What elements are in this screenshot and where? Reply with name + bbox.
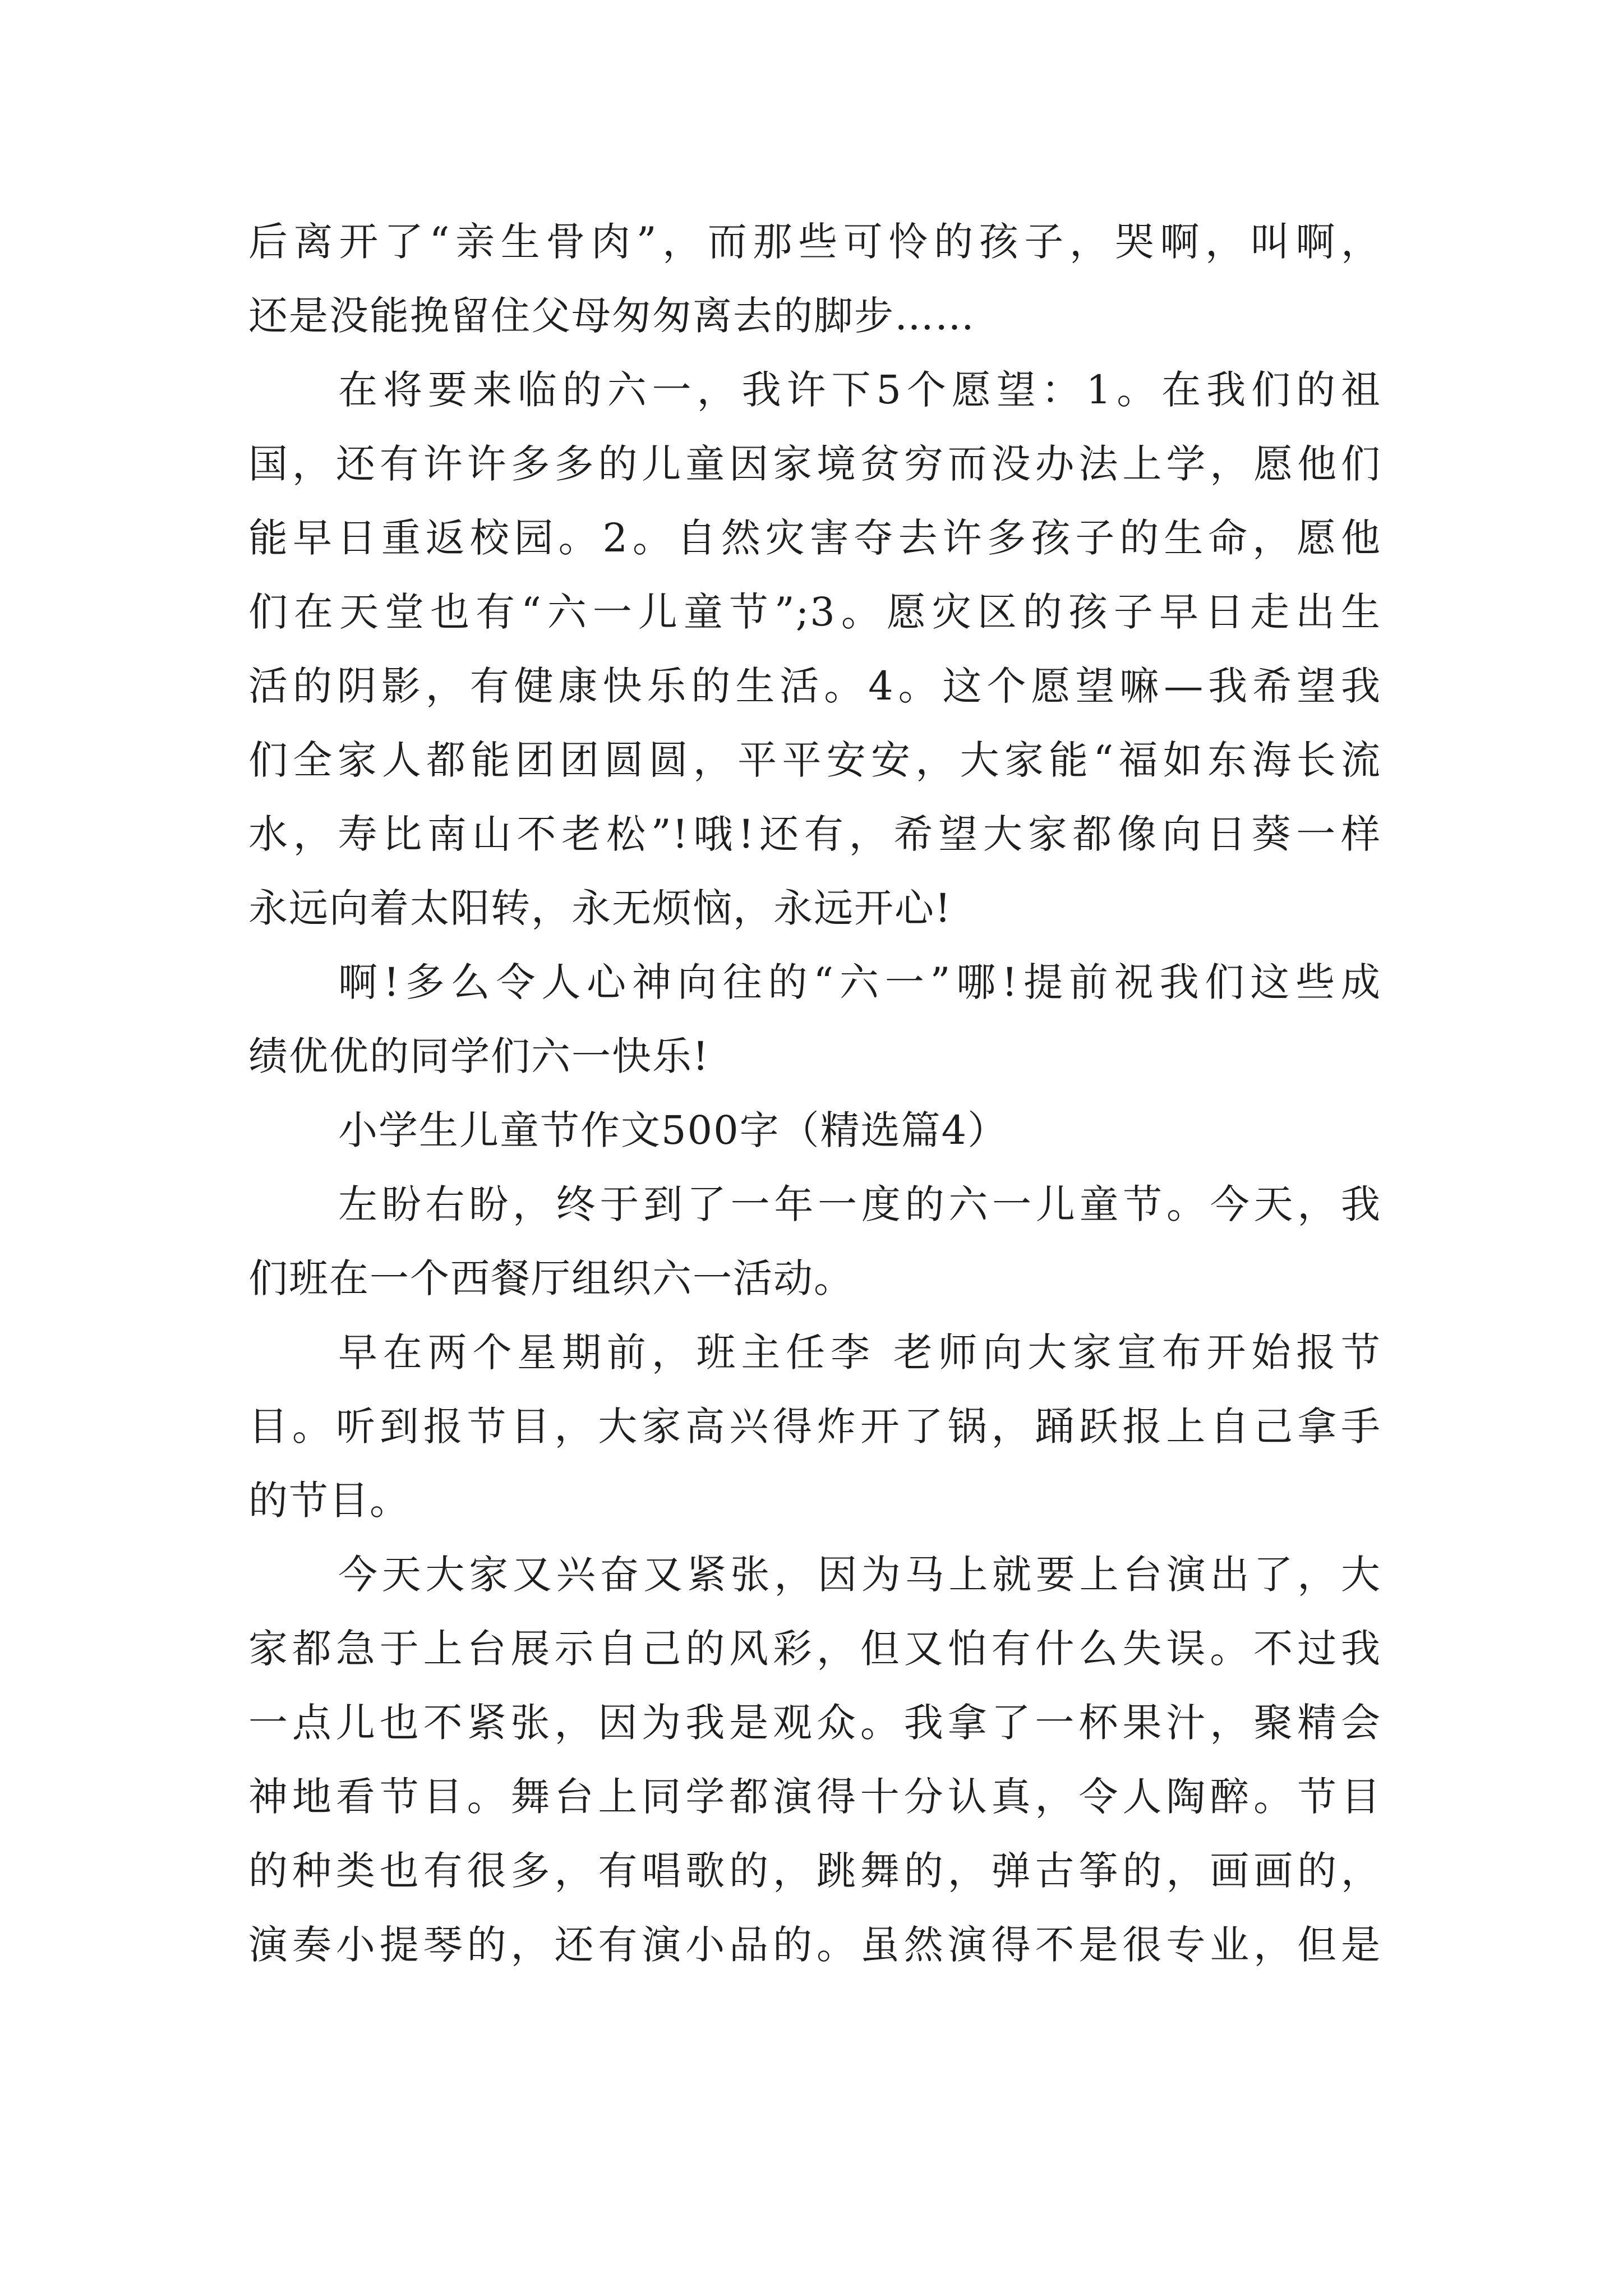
text-line: 神地看节目。舞台上同学都演得十分认真，令人陶醉。节目: [248, 1774, 1381, 1820]
paragraph-first-line: 啊!多么令人心神向往的“六一”哪!提前祝我们这些成: [338, 959, 1381, 1005]
text-line: 还是没能挽留住父母匆匆离去的脚步……: [248, 293, 975, 339]
text-line: 们全家人都能团团圆圆，平平安安，大家能“福如东海长流: [248, 737, 1381, 783]
text-line: 后离开了“亲生骨肉”，而那些可怜的孩子，哭啊，叫啊，: [248, 219, 1381, 265]
paragraph-first-line: 左盼右盼，终于到了一年一度的六一儿童节。今天，我: [338, 1181, 1381, 1227]
text-line: 活的阴影，有健康快乐的生活。4。这个愿望嘛—我希望我: [248, 663, 1381, 709]
text-line: 一点儿也不紧张，因为我是观众。我拿了一杯果汁，聚精会: [248, 1700, 1381, 1746]
text-line: 水，寿比南山不老松”!哦!还有，希望大家都像向日葵一样: [248, 811, 1381, 857]
paragraph-first-line: 在将要来临的六一，我许下5个愿望：1。在我们的祖: [338, 367, 1381, 413]
text-line: 们班在一个西餐厅组织六一活动。: [248, 1255, 854, 1301]
paragraph-first-line: 早在两个星期前，班主任李 老师向大家宣布开始报节: [338, 1329, 1381, 1375]
text-line: 家都急于上台展示自己的风彩，但又怕有什么失误。不过我: [248, 1626, 1381, 1672]
text-line: 的种类也有很多，有唱歌的，跳舞的，弹古筝的，画画的，: [248, 1848, 1381, 1894]
text-line: 国，还有许许多多的儿童因家境贫穷而没办法上学，愿他们: [248, 441, 1381, 487]
text-line: 们在天堂也有“六一儿童节”;3。愿灾区的孩子早日走出生: [248, 589, 1381, 635]
text-line: 的节目。: [248, 1478, 410, 1524]
essay-text-body: [248, 205, 1381, 1982]
paragraph-first-line: 今天大家又兴奋又紧张，因为马上就要上台演出了，大: [338, 1552, 1381, 1598]
text-line: 演奏小提琴的，还有演小品的。虽然演得不是很专业，但是: [248, 1922, 1381, 1968]
text-line: 目。听到报节目，大家高兴得炸开了锅，踊跃报上自己拿手: [248, 1404, 1381, 1450]
text-line: 绩优优的同学们六一快乐!: [248, 1033, 710, 1079]
text-line: 能早日重返校园。2。自然灾害夺去许多孩子的生命，愿他: [248, 515, 1381, 561]
paragraph-first-line: 小学生儿童节作文500字（精选篇4）: [338, 1107, 1008, 1153]
text-line: 永远向着太阳转，永无烦恼，永远开心!: [248, 885, 952, 931]
